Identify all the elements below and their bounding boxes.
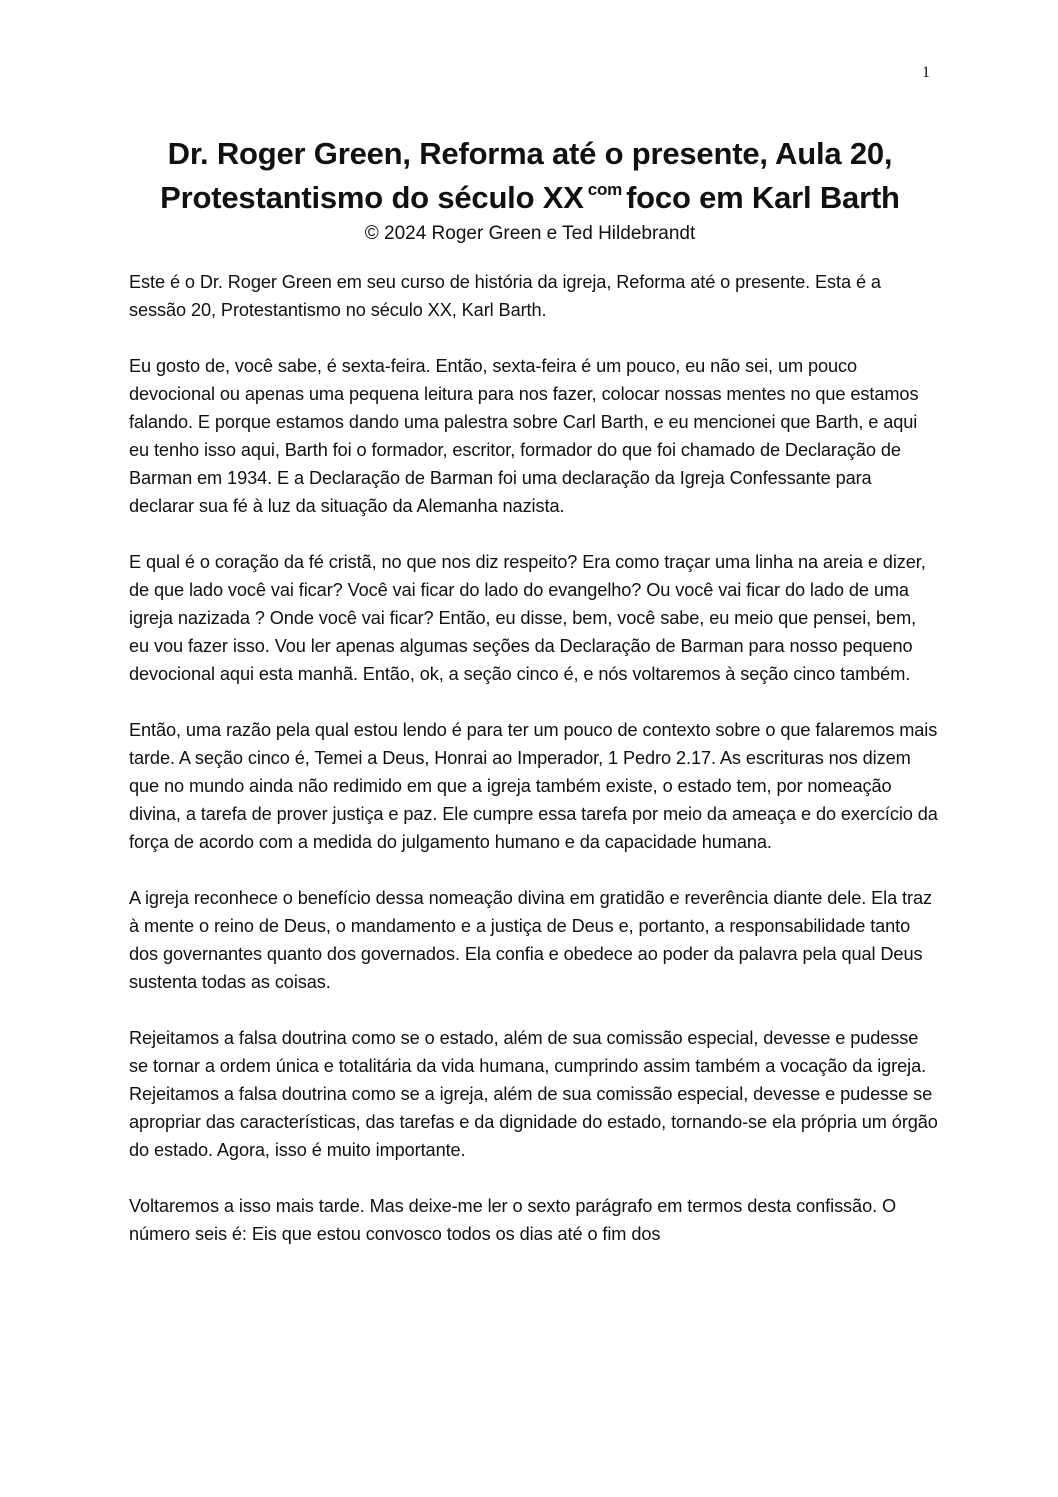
copyright-line: © 2024 Roger Green e Ted Hildebrandt <box>364 223 696 244</box>
document-body <box>129 268 939 1276</box>
paragraph: Então, uma razão pela qual estou lendo é para ter um pouco de contexto sobre o que falaremos mais tarde. A seção cinco é, Temei a Deus, Honrai ao Imperador, 1 Pedro 2.17. As escrituras nos dizem que no mundo ainda não redimido em que a igreja também existe, o estado tem, por nomeação divina, a tarefa de prover justiça e paz. Ele cumpre essa tarefa por meio da ameaça e do exercício da força de acordo com a medida do julgamento humano e da capacidade humana. <box>129 720 938 852</box>
paragraph: A igreja reconhece o benefício dessa nomeação divina em gratidão e reverência diante dele. Ela traz à mente o reino de Deus, o mandamento e a justiça de Deus e, portanto, a responsabilidade tanto dos governantes quanto dos governados. Ela confia e obedece ao poder da palavra pela qual Deus sustenta todas as coisas. <box>129 888 932 992</box>
paragraph: Este é o Dr. Roger Green em seu curso de história da igreja, Reforma até o presente. Esta é a sessão 20, Protestantismo no século XX, Karl Barth. <box>129 272 881 320</box>
paragraph: E qual é o coração da fé cristã, no que nos diz respeito? Era como traçar uma linha na areia e dizer, de que lado você vai ficar? Você vai ficar do lado do evangelho? Ou você vai ficar do lado de uma igreja nazizada ? Onde você vai ficar? Então, eu disse, bem, você sabe, eu meio que pensei, bem, eu vou fazer isso. Vou ler apenas algumas seções da Declaração de Barman para nosso pequeno devocional aqui esta manhã. Então, ok, a seção cinco é, e nós voltaremos à seção cinco também. <box>129 552 926 684</box>
document-header <box>100 132 960 246</box>
paragraph: Eu gosto de, você sabe, é sexta-feira. Então, sexta-feira é um pouco, eu não sei, um pouco devocional ou apenas uma pequena leitura para nos fazer, colocar nossas mentes no que estamos falando. E porque estamos dando uma palestra sobre Carl Barth, e eu mencionei que Barth, e aqui eu tenho isso aqui, Barth foi o formador, escritor, formador do que foi chamado de Declaração de Barman em 1934. E a Declaração de Barman foi uma declaração da Igreja Confessante para declarar sua fé à luz da situação da Alemanha nazista. <box>129 356 919 516</box>
paragraph: Voltaremos a isso mais tarde. Mas deixe-me ler o sexto parágrafo em termos desta confissão. O número seis é: Eis que estou convosco todos os dias até o fim dos <box>129 1196 897 1244</box>
title-line-1: Dr. Roger Green, Reforma até o presente, Aula 20, <box>167 136 893 171</box>
title-superscript: com <box>587 179 623 199</box>
paragraph: Rejeitamos a falsa doutrina como se o estado, além de sua comissão especial, devesse e pudesse se tornar a ordem única e totalitária da vida humana, cumprindo assim também a vocação da igreja. Rejeitamos a falsa doutrina como se a igreja, além de sua comissão especial, devesse e pudesse se apropriar das características, das tarefas e da dignidade do estado, tornando-se ela própria um órgão do estado. Agora, isso é muito importante. <box>129 1028 938 1160</box>
title-line-2-end: foco em Karl Barth <box>626 180 900 215</box>
title-line-2-start: Protestantismo do século XX <box>160 180 584 215</box>
title-line-2 <box>100 176 960 220</box>
page-number: 1 <box>922 64 930 81</box>
